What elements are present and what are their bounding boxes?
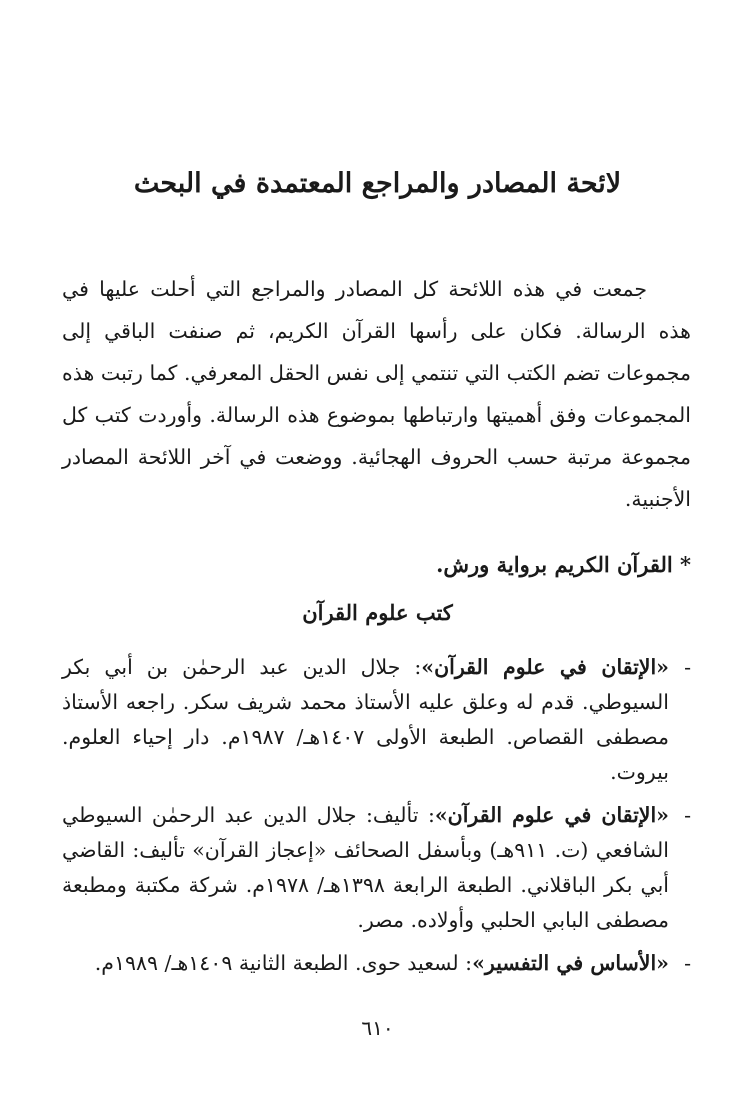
bibliography-entry — [62, 650, 691, 790]
intro-paragraph: جمعت في هذه اللائحة كل المصادر والمراجع التي أحلت عليها في هذه الرسالة. فكان على رأسها القرآن الكريم، ثم صنفت الباقي إلى مجموعات تضم الكتب التي تنتمي إلى نفس الحقل المعرفي. كما رتبت هذه المجموعات وفق أهميتها وارتباطها بموضوع هذه الرسالة. وأوردت كتب كل مجموعة مرتبة حسب الحروف الهجائية. ووضعت في آخر اللائحة المصادر الأجنبية. — [62, 277, 691, 511]
entry-details: : لسعيد حوى. الطبعة الثانية ١٤٠٩هـ/ ١٩٨٩م. — [94, 951, 473, 975]
entry-book-title: «الأساس في التفسير» — [472, 951, 669, 975]
page-number: ٦١٠ — [361, 1016, 394, 1040]
entry-book-title: «الإتقان في علوم القرآن» — [421, 655, 669, 679]
entry-book-title: «الإتقان في علوم القرآن» — [434, 803, 669, 827]
entry-dash: - — [684, 655, 691, 679]
entry-dash: - — [684, 951, 691, 975]
section-heading: كتب علوم القرآن — [302, 600, 453, 625]
bibliography-entry — [62, 798, 691, 938]
entry-details: : تأليف: جلال الدين عبد الرحمٰن السيوطي الشافعي (ت. ٩١١هـ) وبأسفل الصحائف «إعجاز القرآن» تأليف: القاضي أبي بكر الباقلاني. الطبعة الرابعة ١٣٩٨هـ/ ١٩٧٨م. شركة مكتبة ومطبعة مصطفى البابي الحلبي وأولاده. مصر. — [62, 803, 669, 932]
entry-details: : جلال الدين عبد الرحمٰن بن أبي بكر السيوطي. قدم له وعلق عليه الأستاذ محمد شريف سكر. راجعه الأستاذ مصطفى القصاص. الطبعة الأولى ١٤٠٧هـ/ ١٩٨٧م. دار إحياء العلوم. بيروت. — [62, 655, 669, 784]
entry-dash: - — [684, 803, 691, 827]
page-title: لائحة المصادر والمراجع المعتمدة في البحث — [133, 168, 622, 199]
quran-source-line: * القرآن الكريم برواية ورش. — [436, 552, 691, 577]
bibliography-entry — [62, 946, 691, 981]
bibliography-list — [62, 650, 691, 989]
